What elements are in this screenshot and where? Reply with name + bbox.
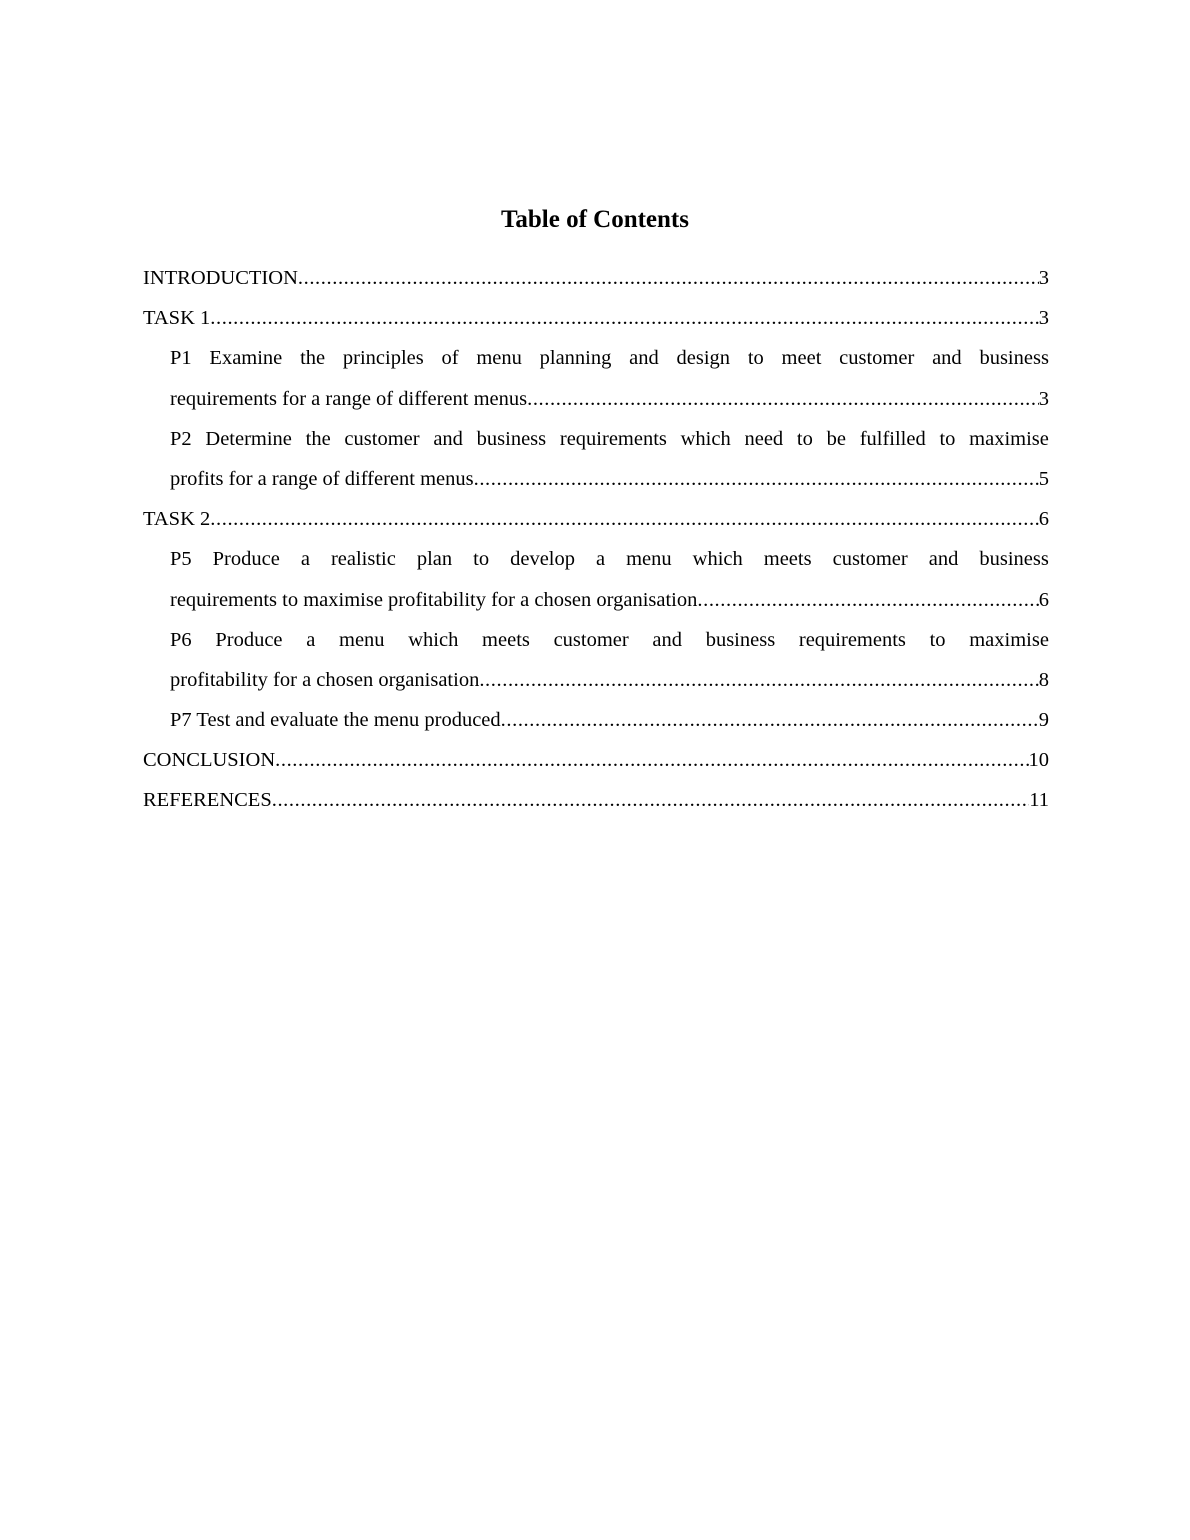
dot-leader: [210, 499, 1038, 539]
toc-page-number: 8: [1038, 668, 1049, 691]
toc-page-number: 5: [1038, 467, 1049, 490]
toc-entry-label: profits for a range of different menus: [170, 467, 474, 490]
toc-entry-label: TASK 1: [143, 307, 211, 330]
toc-title: Table of Contents: [501, 206, 689, 233]
toc-page-number: 6: [1038, 508, 1049, 531]
toc-entry-line1: P2 Determine the customer and business requirements which need to be fulfilled to maximise: [170, 427, 1049, 450]
toc-entry-line1: P6 Produce a menu which meets customer and business requirements to maximise: [170, 628, 1049, 651]
dot-leader: [298, 258, 1039, 298]
toc-page-number: 11: [1029, 789, 1049, 812]
toc-entry-line1: P1 Examine the principles of menu planning and design to meet customer and business: [170, 347, 1049, 370]
toc-entry-conclusion[interactable]: [143, 740, 1049, 780]
dot-leader: [272, 780, 1030, 820]
toc-entry-references[interactable]: [143, 780, 1049, 820]
toc-entry-p5[interactable]: [170, 539, 1049, 619]
toc-page-number: 3: [1038, 307, 1049, 330]
toc-entry-p6[interactable]: [170, 620, 1049, 700]
toc-page-number: 3: [1038, 267, 1049, 289]
toc-page-number: 6: [1038, 588, 1049, 611]
toc-entry-label: CONCLUSION: [143, 749, 276, 772]
toc-page-number: 10: [1028, 749, 1049, 772]
dot-leader: [275, 740, 1028, 780]
dot-leader: [697, 580, 1038, 620]
dot-leader: [501, 700, 1039, 740]
dot-leader: [479, 660, 1038, 700]
toc-entry-task-2[interactable]: [143, 499, 1049, 539]
toc-entry-line1: P5 Produce a realistic plan to develop a menu which meets customer and business: [170, 548, 1049, 571]
toc-entry-label: requirements for a range of different menus: [170, 387, 528, 410]
dot-leader: [474, 459, 1039, 499]
toc-entry-p7[interactable]: [170, 700, 1049, 740]
dot-leader: [210, 298, 1038, 338]
toc-page-number: 9: [1038, 709, 1049, 732]
toc-page-number: 3: [1038, 387, 1049, 410]
toc-entry-label: INTRODUCTION: [143, 267, 298, 289]
toc-entry-label: REFERENCES: [143, 789, 272, 812]
toc-entry-task-1[interactable]: [143, 298, 1049, 338]
dot-leader: [527, 379, 1039, 419]
toc-entry-label: TASK 2: [143, 508, 211, 531]
toc-entry-p1[interactable]: [170, 338, 1049, 418]
toc-list: [143, 258, 1049, 821]
toc-entry-introduction[interactable]: [143, 258, 1049, 298]
toc-entry-label: profitability for a chosen organisation: [170, 668, 480, 691]
toc-entry-label: P7 Test and evaluate the menu produced: [170, 709, 501, 732]
toc-entry-p2[interactable]: [170, 419, 1049, 499]
toc-entry-label: requirements to maximise profitability for a chosen organisation: [170, 588, 698, 611]
